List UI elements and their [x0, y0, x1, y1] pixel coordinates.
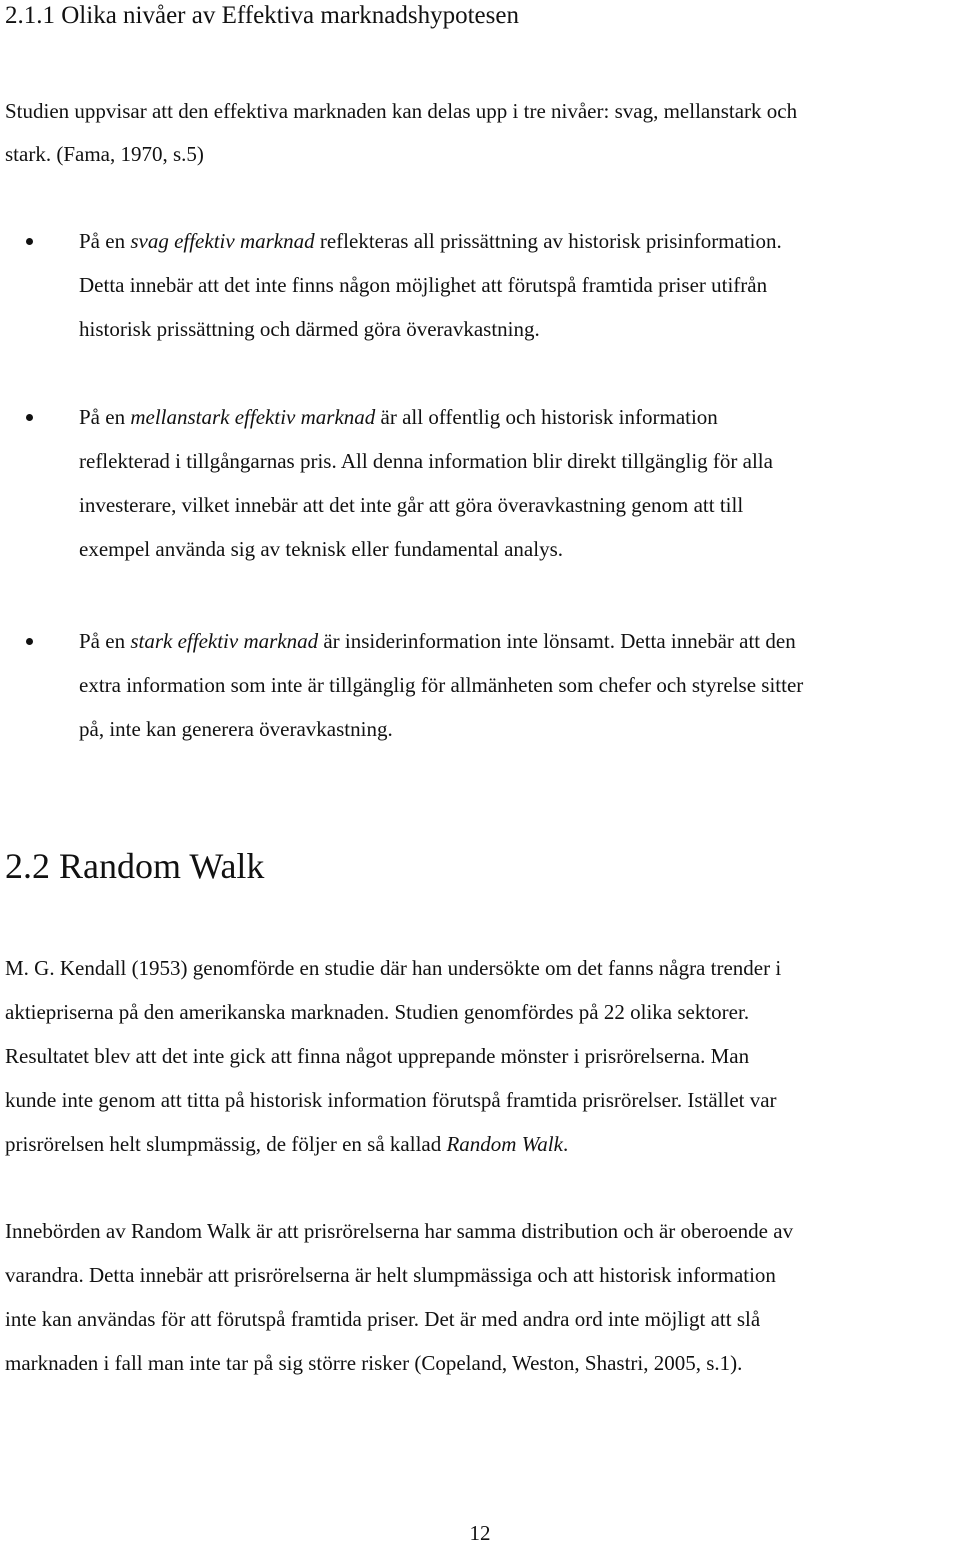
bullet-line: extra information som inte är tillgänglig för allmänheten som chefer och styrelse sitter	[79, 673, 804, 697]
bullet-line: På en svag effektiv marknad reflekteras all prissättning av historisk prisinformation.	[79, 229, 782, 253]
paragraph-emphasis: Random Walk	[446, 1132, 563, 1156]
paragraph-line: marknaden i fall man inte tar på sig större risker (Copeland, Weston, Shastri, 2005, s.1).	[5, 1351, 743, 1375]
bullet-emphasis: stark effektiv marknad	[130, 629, 319, 653]
section-heading: 2.1.1 Olika nivåer av Effektiva marknadshypotesen	[5, 2, 519, 29]
bullet-line: på, inte kan generera överavkastning.	[79, 717, 393, 741]
paragraph-line: prisrörelsen helt slumpmässig, de följer en så kallad Random Walk.	[5, 1132, 569, 1156]
paragraph-line: M. G. Kendall (1953) genomförde en studie där han undersökte om det fanns några trender i	[5, 956, 782, 980]
bullet-text	[79, 619, 959, 751]
paragraph-line: aktiepriserna på den amerikanska marknaden. Studien genomfördes på 22 olika sektorer.	[5, 1000, 750, 1024]
bullet-line: historisk prissättning och därmed göra överavkastning.	[79, 317, 540, 341]
paragraph-line: Resultatet blev att det inte gick att finna något upprepande mönster i prisrörelserna. Man	[5, 1044, 750, 1068]
bullet-icon	[26, 414, 33, 421]
bullet-emphasis: svag effektiv marknad	[130, 229, 315, 253]
intro-paragraph	[5, 90, 955, 176]
page-number: 12	[469, 1521, 491, 1545]
paragraph-line: varandra. Detta innebär att prisrörelserna är helt slumpmässiga och att historisk information	[5, 1263, 776, 1287]
intro-line: Studien uppvisar att den effektiva marknaden kan delas upp i tre nivåer: svag, mellanstark och	[5, 99, 798, 123]
paragraph-line: kunde inte genom att titta på historisk information förutspå framtida prisrörelser. Istället var	[5, 1088, 777, 1112]
random-walk-paragraph-1	[5, 946, 955, 1166]
bullet-text	[79, 395, 959, 571]
bullet-icon	[26, 238, 33, 245]
bullet-line: reflekterad i tillgångarnas pris. All denna information blir direkt tillgänglig för alla	[79, 449, 773, 473]
bullet-line: På en mellanstark effektiv marknad är all offentlig och historisk information	[79, 405, 718, 429]
bullet-line: investerare, vilket innebär att det inte går att göra överavkastning genom att till	[79, 493, 744, 517]
bullet-line: exempel använda sig av teknisk eller fundamental analys.	[79, 537, 563, 561]
bullet-line: Detta innebär att det inte finns någon möjlighet att förutspå framtida priser utifrån	[79, 273, 768, 297]
random-walk-heading: 2.2 Random Walk	[5, 846, 265, 886]
bullet-icon	[26, 638, 33, 645]
bullet-emphasis: mellanstark effektiv marknad	[130, 405, 376, 429]
paragraph-line: inte kan användas för att förutspå framtida priser. Det är med andra ord inte möjligt att slå	[5, 1307, 761, 1331]
random-walk-paragraph-2	[5, 1209, 955, 1385]
bullet-line: På en stark effektiv marknad är insiderinformation inte lönsamt. Detta innebär att den	[79, 629, 796, 653]
intro-line: stark. (Fama, 1970, s.5)	[5, 142, 204, 166]
bullet-text	[79, 219, 959, 351]
paragraph-line: Innebörden av Random Walk är att prisrörelserna har samma distribution och är oberoende av	[5, 1219, 794, 1243]
